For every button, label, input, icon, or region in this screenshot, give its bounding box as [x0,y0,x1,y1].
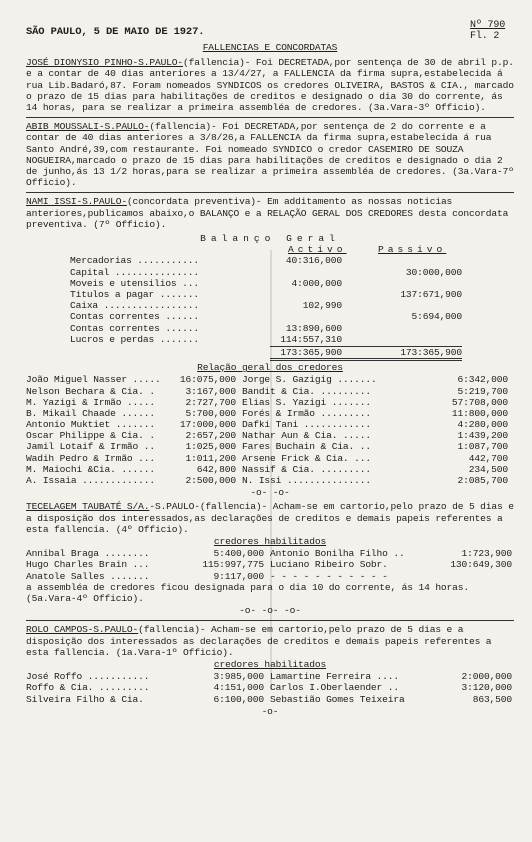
credor-name: José Roffo ........... [26,671,150,683]
credor-name: Jamil Lotaif & Irmão .. [26,441,155,453]
balanco-activo-value: 114:557,310 [280,333,342,345]
credor-name: Wadih Pedro & Irmão ... [26,452,155,464]
credor-name: N. Issi ............... [242,475,371,487]
credor-name: M. Maiochi &Cia. ...... [26,463,155,475]
credor-name: João Miguel Nasser ..... [26,374,161,386]
credor-name: Anatole Salles ....... [26,570,150,582]
credor-name: Sebastião Gomes Teixeira [270,693,405,705]
balanco-account: Contas correntes ...... [70,322,199,334]
credor-value: 5:400,000 [213,548,264,560]
balanco-passivo-value [342,334,462,345]
credor-value: 17:000,000 [179,419,236,431]
credor-value: 130:649,300 [450,559,512,571]
credor-value: 2:500,000 [185,475,236,487]
activo-header: Activo [288,244,347,256]
notice-closing: a assembléa de credores ficou designada para o dia 10 do corrente, ás 14 horas. (5a.Vara-4º Officio). [26,581,469,605]
credor-name: Luciano Ribeiro Sobr. [270,559,388,571]
balanco-account: Capital ............... [70,266,199,278]
credor-value: 2:000,000 [461,671,512,683]
balanco-passivo-value [342,278,462,289]
credor-value: 6:342,000 [457,374,508,386]
credor-name: Oscar Philippe & Cia. . [26,430,155,442]
credor-name: Lamartine Ferreira .... [270,671,399,683]
balanco-passivo-value [342,255,462,266]
balanco-account: Contas correntes ...... [70,311,199,323]
notice-body: (fallencia)- Acham-se em cartorio,pelo prazo de 5 dias e a disposição dos interessados as declarações de creditos e demais papeis referentes a esta fallencia. (1a.Vara-1º Officio). [26,624,492,658]
notice-body: (concordata preventiva)- Em additamento as nossas noticias anteriores,publicamos abaixo,o BALANÇO e a RELAÇÃO GERAL DOS CREDORES desta concordata preventiva. (7º Officio). [26,196,509,230]
credor-name: Arsene Frick & Cia. ... [242,452,371,464]
notice-lead: JOSÉ DIONYSIO PINHO-S.PAULO- [26,57,184,69]
credor-name: Nassif & Cia. ......... [242,463,371,475]
credor-name: Fares Buchain & Cia. .. [242,441,371,453]
credor-name: Hugo Charles Brain ... [26,559,150,571]
credor-value: 1:011,200 [185,452,236,464]
separator: -o- [261,705,279,717]
credor-value: 16:075,000 [179,374,236,386]
credor-value: 3:167,000 [185,385,236,397]
credor-value: 1:439,200 [457,430,508,442]
notice-abib-moussali [26,121,514,188]
page-number-block [470,20,514,42]
credores-title: credores habilitados [213,659,327,671]
credor-value: 11:800,000 [451,407,508,419]
credor-name: Antonio Muktiet ....... [26,419,155,431]
notice-body: -S.PAULO-(fallencia)- Acham-se em cartorio,pelo prazo de 5 dias e a disposição dos interessados,as declarações de creditos e demais papeis referentes a esta fallencia. (4º Officio). [26,501,514,535]
section-title: FALLENCIAS E CONCORDATAS [202,42,338,53]
notice-lead: ABIB MOUSSALI-S.PAULO- [26,121,150,133]
balanco-account: Titulos a pagar ....... [70,289,199,301]
credor-value: 2:657,200 [185,430,236,442]
balanco-activo-value: 102,990 [302,300,342,312]
balanco-passivo-value [342,323,462,334]
total-passivo: 173:365,900 [342,346,462,361]
credor-name: Bandit & Cia. ......... [242,385,371,397]
balanco-account: Moveis e utensilios ... [70,277,199,289]
notice-jose-dionysio [26,57,514,113]
credor-value: 442,700 [468,452,508,464]
balanco-passivo-value: 137:671,900 [400,289,462,301]
notice-lead: NAMI ISSI-S.PAULO- [26,196,127,208]
balanco-account: Mercadorias ........... [70,255,199,267]
notice-lead: ROLO CAMPOS-S.PAULO- [26,624,139,636]
separator: -o- -o- -o- [239,605,301,617]
notice-nami-issi [26,196,514,230]
divider [26,192,514,193]
credor-row [26,694,514,705]
paper-crease [270,250,272,690]
credor-value: 4:280,000 [457,419,508,431]
credor-value: 234,500 [468,463,508,475]
credor-name: Annibal Braga ........ [26,548,150,560]
balanco-activo-value [270,289,342,300]
balanco-passivo-value [342,300,462,311]
credor-value: 3:120,000 [461,682,512,694]
credor-value: 1:087,700 [457,441,508,453]
credor-name: B. Mikail Chaade ...... [26,407,155,419]
credor-name: Jorge S. Gazigig ....... [242,374,377,386]
balanco-activo-value: 13:890,600 [285,322,342,334]
credor-value: 863,500 [472,693,512,705]
bulletin-number: Nº 790 [470,20,506,31]
balanco-account: Caixa ................. [70,300,199,312]
credor-value: 3:985,000 [213,671,264,683]
balanco-activo-value [270,311,342,322]
balanco-activo-value: 4:000,000 [291,277,342,289]
balanco-passivo-value: 30:000,000 [405,266,462,278]
credor-name: Dafki Tani ............ [242,419,371,431]
credor-value: 5:700,000 [185,407,236,419]
notice-body: (fallencia)- Foi DECRETADA,por sentença de 2 do corrente e a contar de 40 dias anteriores a 3/8/26,a FALLENCIA da firma supra,estabelecida á rua Santo André,39,com restaurante. Foi nomeado SYNDICO o credor CASEMIRO DE SOUZA NOGUEIRA,marcado o prazo de 15 dias para habilitações de creditos e designado o dia 2 de junho,ás 13 1/2 horas,para se realizar a primeira assembléa de credores. (3a.Vara-7º Officio). [26,121,514,189]
credor-name: Forés & Irmão ......... [242,407,371,419]
credor-value: 2:085,700 [457,475,508,487]
credor-value: 642,800 [196,463,236,475]
balanco-activo-value [270,267,342,278]
notice-body: (fallencia)- Foi DECRETADA,por sentença de 30 de abril p.p. e a contar de 40 dias anteriores a 13/4/27, a FALLENCIA da firma supra,estabelecida á rua Lib.Badaró,87. Foram nomeados SYNDICOS os credores OLIVEIRA, BASTOS & CIA., marcado o prazo de 15 dias para habilitações de creditos e designado o dia 30 do corrente, ás 14 horas, para se realizar a primeira assembléa de credores. (3a.Vara-3º Officio). [26,57,514,114]
balanco-passivo-value: 5:694,000 [411,311,462,323]
credor-name: Roffo & Cia. ......... [26,682,150,694]
credor-name: Carlos I.Oberlaender .. [270,682,399,694]
balanco-account: Lucros e perdas ....... [70,333,199,345]
relacao-title: Relação geral dos credores [197,362,343,374]
credor-value: 9:117,000 [213,570,264,582]
credor-name: Antonio Bonilha Filho .. [270,548,405,560]
credor-value: 6:100,000 [213,693,264,705]
divider [26,117,514,118]
notice-text [26,57,514,113]
credor-name: Nelson Bechara & Cia. . [26,385,155,397]
credor-value: 2:727,700 [185,396,236,408]
credores-title: credores habilitados [213,536,327,548]
place-date: SÃO PAULO, 5 DE MAIO DE 1927. [26,26,205,38]
notice-text [26,196,514,230]
credor-value: 1:723,900 [461,548,512,560]
page-header [26,20,514,42]
notice-lead: TECELAGEM TAUBATÉ S/A. [26,501,150,513]
separator: -o- -o- [250,487,290,499]
credor-name: A. Issaia ............. [26,475,155,487]
credor-name: - - - - - - - - - - - [270,570,388,582]
credor-value: 115:997,775 [202,559,264,571]
credor-name: Nathar Aun & Cia. ..... [242,430,371,442]
credor-name: Elias S. Yazigi ....... [242,396,371,408]
credor-value [442,571,512,582]
credor-value: 1:025,000 [185,441,236,453]
credor-value: 4:151,000 [213,682,264,694]
credor-name: Silveira Filho & Cia. [26,693,144,705]
notice-text [26,121,514,188]
credor-value: 5:219,700 [457,385,508,397]
balanco-title: Balanço Geral [200,233,340,245]
credor-value: 57:708,000 [451,396,508,408]
total-activo: 173:365,900 [270,346,342,361]
sheet-number: Fl. 2 [470,31,500,42]
credor-name: M. Yazigi & Irmão ..... [26,396,155,408]
balanco-activo-value: 40:316,000 [285,255,342,267]
passivo-header: Passivo [378,244,447,256]
